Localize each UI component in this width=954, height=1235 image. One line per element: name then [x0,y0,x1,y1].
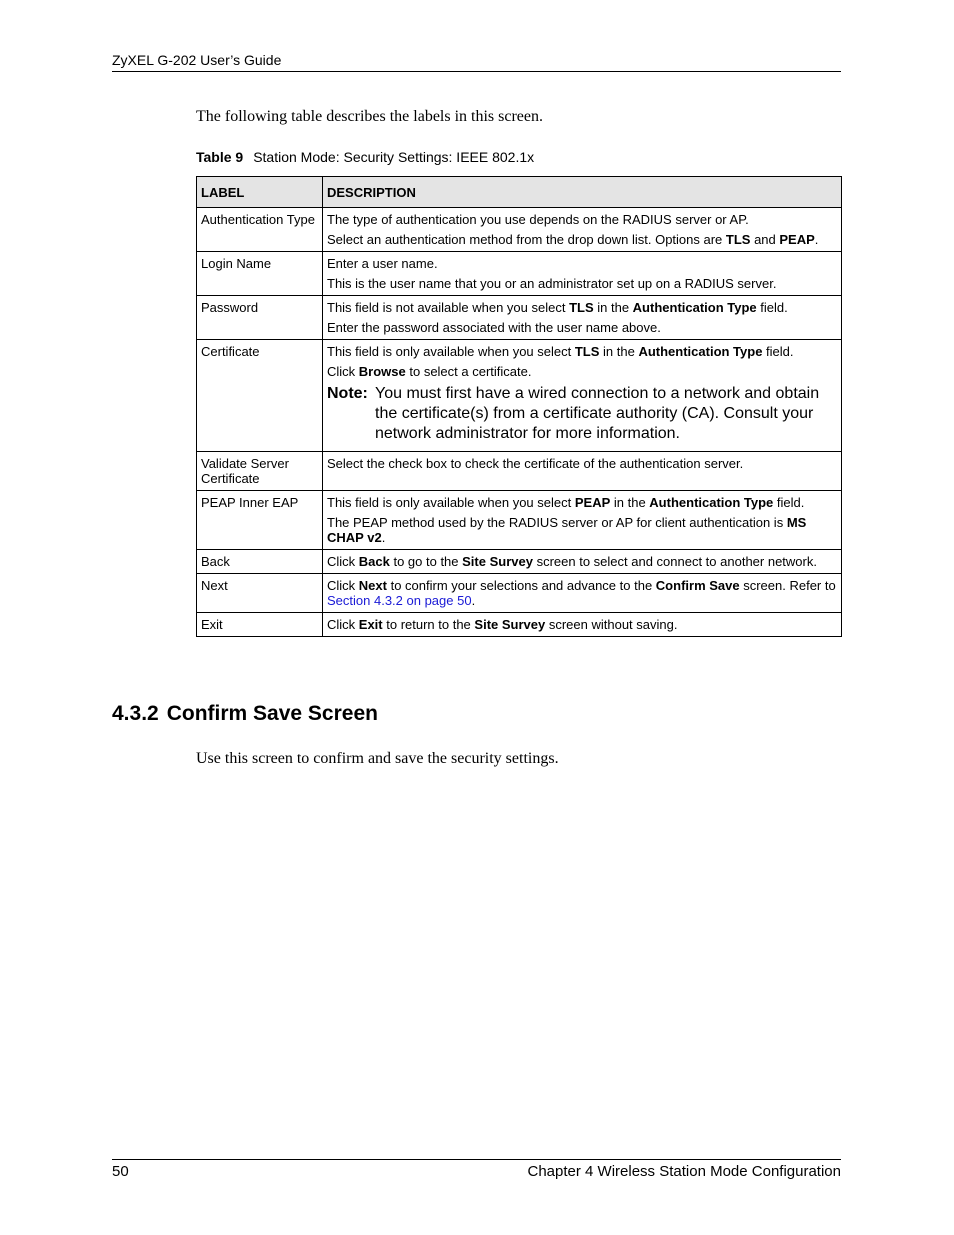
text-run: screen. Refer to [739,578,836,593]
bold-term: PEAP [779,232,815,247]
row-description [323,452,842,491]
text-run: Select the check box to check the certificate of the authentication server. [327,456,744,471]
page-number: 50 [112,1163,129,1180]
description-paragraph [327,578,837,608]
table-row [197,550,842,574]
text-run: screen without saving. [545,617,678,632]
column-header-description: DESCRIPTION [323,177,842,208]
table-row [197,613,842,637]
bold-term: TLS [574,344,600,359]
text-run: Enter the password associated with the user name above. [327,320,661,335]
table-row [197,340,842,452]
description-paragraph [327,344,837,359]
cross-reference-link[interactable]: Section 4.3.2 on page 50 [327,593,472,608]
text-run: Click [327,554,359,569]
text-run: in the [593,300,633,315]
row-label: Password [197,296,323,340]
bold-term: TLS [569,300,594,315]
text-run: in the [610,495,650,510]
text-run: This field is not available when you select [327,300,570,315]
text-run: field. [756,300,788,315]
bold-term: Browse [358,364,406,379]
text-run: . [814,232,819,247]
row-label: Authentication Type [197,208,323,252]
row-description [323,208,842,252]
row-description [323,340,842,452]
text-run: to confirm your selections and advance to the [386,578,656,593]
text-run: in the [599,344,639,359]
text-run: Enter a user name. [327,256,438,271]
note-text: You must first have a wired connection to a network and obtain the certificate(s) from a certificate authority (CA). Consult your network administrator for more information. [375,385,820,442]
note-block [327,384,837,444]
table-header-row [197,177,842,208]
bold-term: TLS [725,232,751,247]
bold-term: Authentication Type [638,344,763,359]
text-run: field. [762,344,794,359]
chapter-title: Chapter 4 Wireless Station Mode Configuration [527,1163,841,1180]
description-paragraph [327,300,837,315]
text-run: . [381,530,386,545]
row-label: Back [197,550,323,574]
guide-title: ZyXEL G-202 User’s Guide [112,52,282,68]
text-run: This is the user name that you or an administrator set up on a RADIUS server. [327,276,777,291]
running-footer [112,1159,841,1180]
description-paragraph [327,232,837,247]
text-run: and [750,232,780,247]
text-run: Select an authentication method from the drop down list. Options are [327,232,726,247]
description-paragraph [327,456,837,471]
description-paragraph [327,495,837,510]
text-run: Click [327,364,359,379]
row-label: PEAP Inner EAP [197,491,323,550]
text-run: The type of authentication you use depends on the RADIUS server or AP. [327,212,749,227]
table-caption [196,149,534,165]
text-run: The PEAP method used by the RADIUS server or AP for client authentication is [327,515,787,530]
text-run: Click [327,578,359,593]
row-label: Certificate [197,340,323,452]
table-row [197,296,842,340]
text-run: to return to the [382,617,475,632]
row-description [323,574,842,613]
description-paragraph [327,212,837,227]
table-row [197,491,842,550]
row-description [323,296,842,340]
text-run: This field is only available when you select [327,495,575,510]
text-run: to go to the [389,554,463,569]
running-header [112,52,841,72]
description-paragraph [327,320,837,335]
text-run: This field is only available when you select [327,344,575,359]
section-number: 4.3.2 [112,702,159,725]
bold-term: MS CHAP v2 [327,515,807,545]
bold-term: Site Survey [474,617,546,632]
row-description [323,613,842,637]
note-label: Note: [327,385,368,402]
bold-term: Authentication Type [649,495,774,510]
description-paragraph [327,276,837,291]
text-run: . [471,593,476,608]
column-header-label: LABEL [197,177,323,208]
description-paragraph [327,617,837,632]
bold-term: Site Survey [462,554,533,569]
table-number: Table 9 [196,149,244,165]
description-paragraph [327,554,837,569]
section-paragraph: Use this screen to confirm and save the security settings. [196,750,559,767]
label-description-table [196,176,842,637]
text-run: screen to select and connect to another network. [532,554,817,569]
row-label: Login Name [197,252,323,296]
row-label: Validate Server Certificate [197,452,323,491]
bold-term: Authentication Type [632,300,757,315]
text-run: to select a certificate. [405,364,532,379]
text-run: field. [773,495,805,510]
bold-term: Exit [358,617,383,632]
description-paragraph [327,364,837,379]
description-paragraph [327,256,837,271]
row-description [323,252,842,296]
row-description [323,550,842,574]
row-description [323,491,842,550]
section-heading [112,702,378,726]
table-row [197,208,842,252]
description-paragraph [327,515,837,545]
table-row [197,452,842,491]
table-body [197,208,842,637]
bold-term: Next [358,578,387,593]
section-title: Confirm Save Screen [166,702,378,725]
bold-term: PEAP [574,495,611,510]
row-label: Exit [197,613,323,637]
intro-paragraph: The following table describes the labels in this screen. [196,108,544,125]
table-row [197,574,842,613]
table-title: Station Mode: Security Settings: IEEE 802.1x [253,149,535,165]
table-row [197,252,842,296]
bold-term: Confirm Save [655,578,740,593]
row-label: Next [197,574,323,613]
text-run: Click [327,617,359,632]
bold-term: Back [358,554,390,569]
